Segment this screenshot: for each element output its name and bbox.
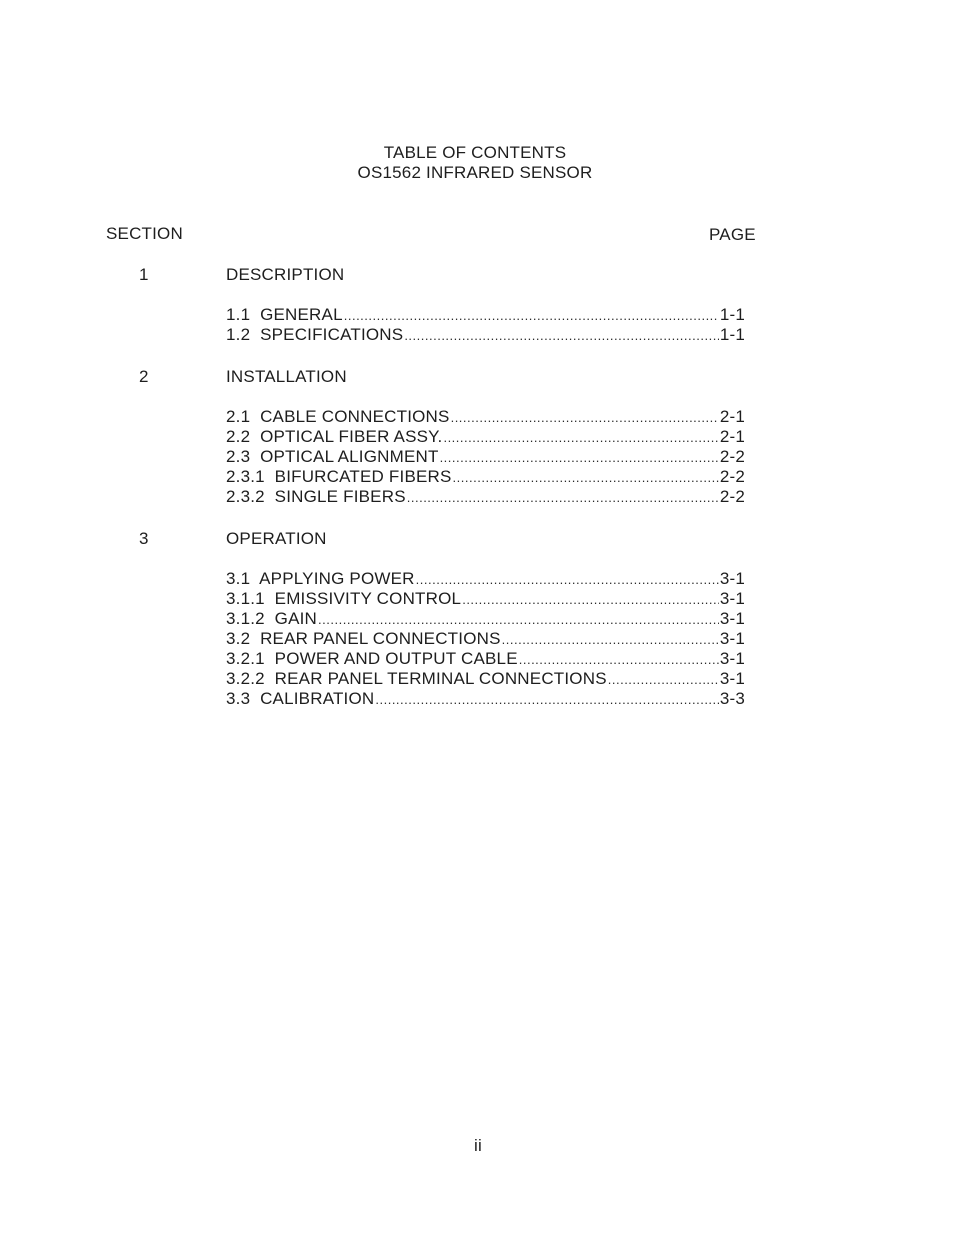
dot-leader [404,326,719,346]
toc-entry-label: 3.2.1 POWER AND OUTPUT CABLE [226,649,518,668]
toc-entry-page: 3-1 [719,669,745,688]
toc-entry-label: 2.1 CABLE CONNECTIONS [226,407,450,426]
toc-entry-page: 3-3 [719,689,745,708]
section-title: OPERATION [226,529,327,548]
dot-leader [462,590,719,610]
toc-entry-label: 3.2.2 REAR PANEL TERMINAL CONNECTIONS [226,669,607,688]
section-title: DESCRIPTION [226,265,345,284]
toc-entry-page: 3-1 [719,569,745,588]
dot-leader [443,428,718,448]
dot-leader [608,670,719,690]
toc-entry[interactable] [226,569,745,589]
toc-entry-page: 3-1 [719,609,745,628]
toc-entry-label: 3.1.2 GAIN [226,609,318,628]
toc-entry-label: 3.1.1 EMISSIVITY CONTROL [226,589,462,608]
dot-leader [407,488,719,508]
toc-entry-page: 3-1 [719,589,745,608]
toc-entry[interactable] [226,305,745,325]
section-title: INSTALLATION [226,367,347,386]
dot-leader [440,448,719,468]
section-number: 3 [139,529,149,548]
toc-entry-label: 3.3 CALIBRATION [226,689,375,708]
toc-entry-label: 2.3.2 SINGLE FIBERS [226,487,406,506]
toc-entry[interactable] [226,407,745,427]
dot-leader [519,650,719,670]
toc-entry[interactable] [226,467,745,487]
toc-entry[interactable] [226,427,745,447]
document-title: TABLE OF CONTENTS [383,143,567,162]
toc-entry-page: 3-1 [719,629,745,648]
dot-leader [344,306,719,326]
toc-entry[interactable] [226,669,745,689]
toc-entry-label: 1.2 SPECIFICATIONS [226,325,404,344]
page-number: ii [474,1136,482,1155]
toc-entry-label: 2.3 OPTICAL ALIGNMENT [226,447,439,466]
toc-entry-label: 2.2 OPTICAL FIBER ASSY. [226,427,443,446]
toc-entry[interactable] [226,629,745,649]
toc-entry-page: 1-1 [719,325,745,344]
dot-leader [416,570,719,590]
page-column-header: PAGE [709,225,756,244]
toc-entry[interactable] [226,689,745,709]
toc-entry[interactable] [226,649,745,669]
toc-entry[interactable] [226,325,745,345]
toc-entry[interactable] [226,447,745,467]
toc-entry-page: 2-2 [719,447,745,466]
toc-entry[interactable] [226,609,745,629]
dot-leader [453,468,719,488]
toc-entry-label: 1.1 GENERAL [226,305,343,324]
dot-leader [502,630,719,650]
toc-entry[interactable] [226,487,745,507]
toc-entry-label: 3.2 REAR PANEL CONNECTIONS [226,629,501,648]
dot-leader [318,610,719,630]
section-column-header: SECTION [106,224,183,243]
toc-entry-page: 2-2 [719,487,745,506]
toc-entry-page: 3-1 [719,649,745,668]
document-subtitle: OS1562 INFRARED SENSOR [357,163,593,182]
toc-entry-page: 2-1 [719,427,745,446]
section-number: 2 [139,367,149,386]
dot-leader [375,690,718,710]
toc-entry-page: 2-1 [719,407,745,426]
dot-leader [451,408,719,428]
toc-entry[interactable] [226,589,745,609]
toc-entry-label: 2.3.1 BIFURCATED FIBERS [226,467,452,486]
section-number: 1 [139,265,149,284]
toc-entry-label: 3.1 APPLYING POWER [226,569,415,588]
toc-entry-page: 2-2 [719,467,745,486]
toc-entry-page: 1-1 [719,305,745,324]
